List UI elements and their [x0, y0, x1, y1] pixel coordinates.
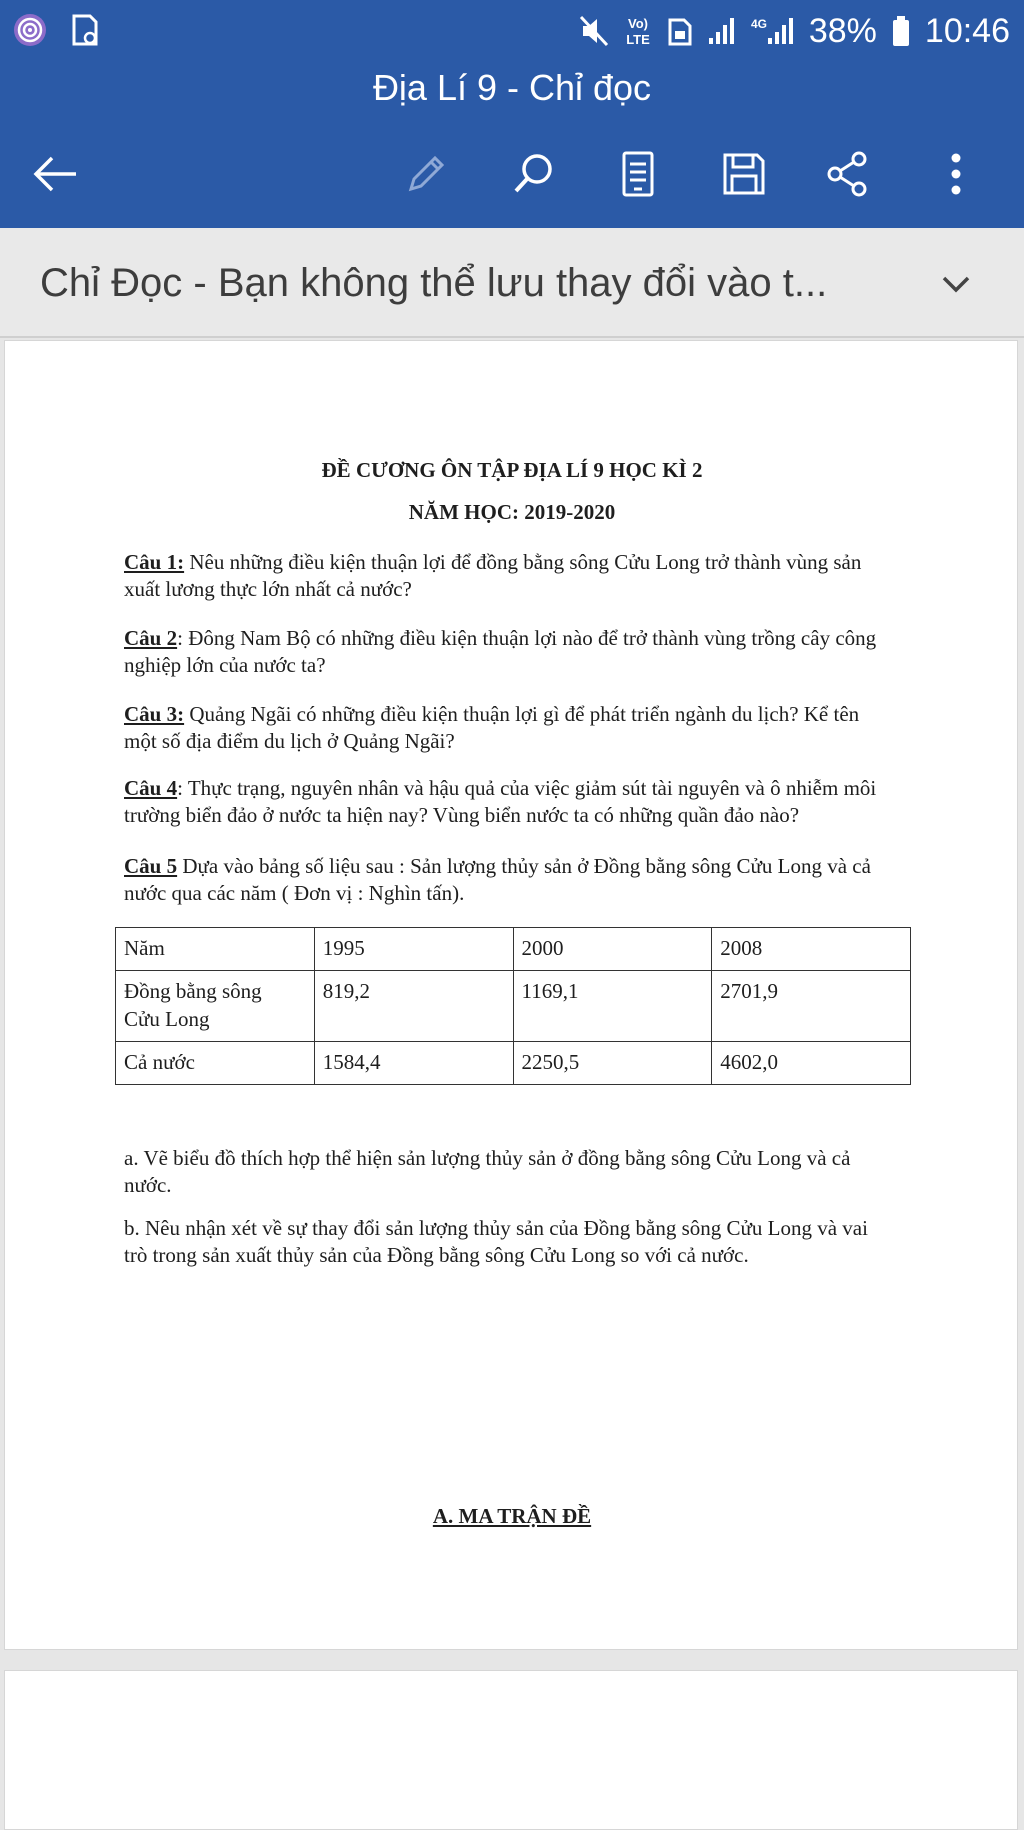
- reading-mode-button[interactable]: [612, 148, 664, 200]
- question-label: Câu 5: [124, 854, 178, 878]
- table-cell: Đồng bằng sông Cửu Long: [116, 971, 315, 1042]
- battery-icon: [891, 14, 911, 48]
- question-3: [124, 701, 894, 755]
- document-page-2: [4, 1670, 1018, 1830]
- table-cell: 819,2: [314, 971, 513, 1042]
- table-row: [116, 1042, 911, 1085]
- more-options-button[interactable]: [930, 148, 982, 200]
- table-cell: 1995: [314, 928, 513, 971]
- svg-text:LTE: LTE: [626, 32, 650, 47]
- section-title: A. MA TRẬN ĐỀ: [432, 1504, 592, 1528]
- table-cell: 4602,0: [712, 1042, 911, 1085]
- svg-text:4G: 4G: [750, 17, 767, 31]
- more-icon: [946, 151, 966, 197]
- part-a: a. Vẽ biểu đồ thích hợp thể hiện sản lượng thủy sản ở đồng bằng sông Cửu Long và cả nước.: [124, 1146, 851, 1197]
- 4g-signal-icon: [751, 14, 795, 48]
- sim-icon: [667, 14, 693, 48]
- question-text: : Thực trạng, nguyên nhân và hậu quả của việc giảm sút tài nguyên và ô nhiễm môi trường biển đảo ở nước ta hiện nay? Vùng biển nước ta có những quần đảo nào?: [124, 776, 877, 827]
- question-label: Câu 3:: [124, 702, 185, 726]
- school-year: NĂM HỌC: 2019-2020: [408, 500, 616, 524]
- status-left: [12, 12, 100, 53]
- share-button[interactable]: [822, 148, 874, 200]
- reading-mode-icon: [620, 150, 656, 198]
- read-only-banner[interactable]: [0, 228, 1024, 338]
- table-cell: 2250,5: [513, 1042, 712, 1085]
- document-page-1: [4, 340, 1018, 1650]
- document-title: Địa Lí 9 - Chỉ đọc: [372, 67, 652, 108]
- read-only-message: Chỉ Đọc - Bạn không thể lưu thay đổi vào t...: [40, 261, 828, 305]
- question-label: Câu 4: [124, 776, 178, 800]
- question-text: Dựa vào bảng số liệu sau : Sản lượng thủy sản ở Đồng bằng sông Cửu Long và cả nước qua các năm ( Đơn vị : Nghìn tấn).: [124, 854, 871, 905]
- battery-percent: 38%: [808, 12, 877, 50]
- part-b: b. Nêu nhận xét về sự thay đổi sản lượng thủy sản của Đồng bằng sông Cửu Long và vai trò trong sản xuất thủy sản của Đồng bằng sông Cửu Long so với cả nước.: [124, 1216, 868, 1267]
- question-text: Nêu những điều kiện thuận lợi để đồng bằng sông Cửu Long trở thành vùng sản xuất lương thực lớn nhất cả nước?: [124, 550, 862, 601]
- question-4: [124, 775, 894, 829]
- notification-spiral-icon: [12, 12, 48, 53]
- edit-button[interactable]: [400, 148, 452, 200]
- search-button[interactable]: [508, 148, 560, 200]
- share-icon: [825, 151, 871, 197]
- document-heading: ĐỀ CƯƠNG ÔN TẬP ĐỊA LÍ 9 HỌC KÌ 2: [321, 458, 703, 482]
- table-header-row: [116, 928, 911, 971]
- question-label: Câu 1:: [124, 550, 185, 574]
- back-button[interactable]: [30, 148, 82, 200]
- toolbar: [0, 130, 1024, 214]
- status-bar: [0, 0, 1024, 62]
- pencil-icon: [403, 151, 449, 197]
- table-cell: 1584,4: [314, 1042, 513, 1085]
- table-cell: Năm: [116, 928, 315, 971]
- question-2: [124, 625, 894, 679]
- svg-text:Vo): Vo): [627, 16, 648, 31]
- question-text: : Đông Nam Bộ có những điều kiện thuận lợi nào để trở thành vùng trồng cây công nghiệp lớn của nước ta?: [124, 626, 877, 677]
- question-1: [124, 549, 894, 603]
- screenshot-icon: [70, 12, 100, 53]
- question-label: Câu 2: [124, 626, 178, 650]
- volte-icon: [623, 14, 653, 48]
- question-5: [124, 853, 894, 907]
- chevron-down-icon[interactable]: [936, 266, 976, 302]
- save-button[interactable]: [718, 148, 770, 200]
- clock: 10:46: [924, 12, 1010, 50]
- mute-icon: [579, 14, 609, 48]
- table-cell: 1169,1: [513, 971, 712, 1042]
- back-arrow-icon: [32, 154, 80, 194]
- table-cell: 2008: [712, 928, 911, 971]
- save-icon: [721, 151, 767, 197]
- app-bar: [0, 0, 1024, 228]
- question-text: Quảng Ngãi có những điều kiện thuận lợi gì để phát triển ngành du lịch? Kể tên một số địa điểm du lịch ở Quảng Ngãi?: [124, 702, 860, 753]
- table-row: [116, 971, 911, 1042]
- fisheries-table: [115, 927, 911, 1085]
- status-right: [579, 6, 1010, 56]
- table-cell: Cả nước: [116, 1042, 315, 1085]
- table-cell: 2701,9: [712, 971, 911, 1042]
- signal-icon: [707, 14, 737, 48]
- search-icon: [511, 151, 557, 197]
- table-cell: 2000: [513, 928, 712, 971]
